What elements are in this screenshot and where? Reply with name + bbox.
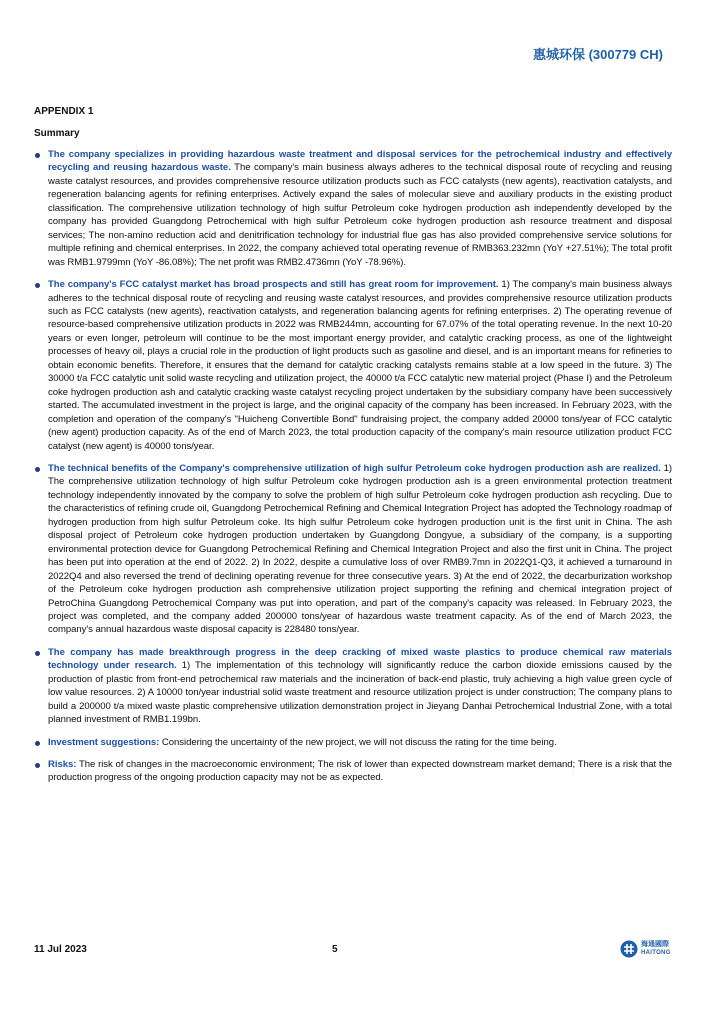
item-text: 1) The implementation of this technology will significantly reduce the carbon dioxide emissions caused by the production of plastic from front-end petrochemical raw materials and the incineration of back-end plastic, truly achieving a high value green cycle of low value resources. 2) A 10000 ton/year industrial solid waste treatment and resource utilization project is under construction; The company plans to build a 200000 t/a mixed waste plastic comprehensive utilization demonstration project in Jieyang Danhai Petrochemical Industrial Zone, with a total planned investment of RMB1.199bn. bbox=[48, 660, 672, 726]
bullet-icon bbox=[35, 763, 40, 768]
bullet-icon bbox=[35, 651, 40, 656]
item-text: Considering the uncertainty of the new project, we will not discuss the rating for the time being. bbox=[159, 736, 557, 748]
item-lead: The company has made breakthrough progress in the deep cracking of mixed waste plastics to produce chemical raw materials technology under research. bbox=[48, 646, 672, 672]
list-item bbox=[34, 278, 672, 453]
item-text: 1) The comprehensive utilization technology of high sulfur Petroleum coke hydrogen production ash is a green environmental protection treatment technology independently innovated by the company to solve the problem of high sulfur Petroleum coke hydrogen production ash recycling. Due to the characteristics of refining crude oil, Guangdong Petrochemical Refining and Chemical Integration Project has adopted the Technology roadmap of hydrogen production from high sulfur Petroleum coke. Its high sulfur Petroleum coke hydrogen production unit is the first unit in China. The ash disposal project of Petroleum coke hydrogen production undertaken by Guangdong Dongyue, a subsidiary of the company, is a supporting environmental protection device for Guangdong Petrochemical Refining and Chemical Integration Project and also the first unit in China. The project has been put into operation at the end of 2022. 2) In 2022, despite a cumulative loss of over RMB9.7mn in 2022Q1-Q3, it achieved a turnaround in 2022Q4 and also reversed the trend of declining operating revenue for three consecutive years. 3) At the end of 2022, the decarburization workshop of the Petroleum coke hydrogen production ash comprehensive utilization project supporting the refining and chemical integration project of PetroChina Guangdong Petrochemical Company was put into operation, and part of the company's capacity was released. In February 2023, the project was completed, and the company added 200000 tons/year of hazardous waste treatment capacity. As of the end of March 2023, the company's annual hazardous waste disposal capacity is 228480 tons/year. bbox=[48, 462, 672, 636]
item-lead: The technical benefits of the Company's comprehensive utilization of high sulfur Petroleum coke hydrogen production ash are realized. bbox=[48, 462, 661, 474]
item-lead: The company specializes in providing hazardous waste treatment and disposal services for the petrochemical industry and effectively recycling and reusing hazardous waste. bbox=[48, 149, 672, 174]
haitong-logo bbox=[620, 940, 671, 958]
list-item bbox=[34, 736, 672, 749]
item-text: The risk of changes in the macroeconomic environment; The risk of lower than expected downstream market demand; There is a risk that the production progress of the ongoing production capacity may not be as expected. bbox=[48, 759, 672, 784]
item-lead: The company's FCC catalyst market has broad prospects and still has great room for improvement. bbox=[48, 279, 499, 291]
list-item bbox=[34, 462, 672, 637]
summary-list bbox=[34, 148, 672, 794]
bullet-icon bbox=[35, 153, 40, 158]
logo-text-en: HAITONG bbox=[641, 950, 671, 956]
item-lead: Investment suggestions: bbox=[48, 736, 160, 748]
page-number: 5 bbox=[332, 944, 338, 955]
appendix-title: APPENDIX 1 bbox=[34, 106, 94, 117]
footer-date: 11 Jul 2023 bbox=[34, 944, 87, 955]
list-item bbox=[34, 646, 672, 727]
bullet-icon bbox=[35, 741, 40, 746]
report-header-company: 惠城环保 (300779 CH) bbox=[532, 47, 663, 62]
item-text: 1) The company's main business always adheres to the technical disposal route of recycling and reusing waste catalyst resources, and provides comprehensive resource utilization products such as FCC catalysts (new agents), reactivation catalysts, and regeneration balancing agents for refining enterprises. 2) The operating revenue of resource-based comprehensive utilization products in 2022 was RMB244mn, accounting for 67.07% of the total operating revenue. In the next 10-20 years or even longer, petroleum will continue to be the most important energy provider, and catalytic cracking process, as one of the lightweight processes of heavy oil, plays a crucial role in the production of light products such as gasoline and diesel, and is an important means for refineries to obtain economic benefits. Therefore, it ensures that the demand for catalytic cracking catalysts remains stable at a low speed in the future. 3) The 30000 t/a FCC catalytic unit solid waste recycling and utilization project, the 40000 t/a FCC catalytic new material project (Phase I) and the Petroleum coke hydrogen production ash and catalytic cracking waste catalyst recycling project undertaken by the subsidiary company have been successively started. The accumulated investment in the project is large, and the original capacity of the company has been increased. In February 2023, with the completion and operation of the company's "Huicheng Convertible Bond" fundraising project, the company added 20000 tons/year of FCC catalytic (new agent) production capacity. As of the end of March 2023, the total production capacity of the company's main resource utilization product FCC catalyst (new agent) is 40000 tons/year. bbox=[48, 279, 672, 452]
section-title: Summary bbox=[34, 128, 80, 139]
item-lead: Risks: bbox=[48, 759, 77, 771]
item-text: The company's main business always adheres to the technical disposal route of recycling and reusing waste catalyst resources, and provides comprehensive resource utilization products such as FCC catalysts (new agents), reactivation catalysts, and regeneration balancing agents for refining enterprises. Actively expand the sales of molecular sieve and auxiliary products in the existing product classification. The comprehensive utilization technology of high sulfur Petroleum coke hydrogen production ash independently developed by the company has provided Guangdong Petrochemical with high sulfur Petroleum coke hydrogen production ash resource treatment and disposal services; The non-amino reduction acid and denitrification technology for industrial flue gas has also provided comprehensive service solutions for multiple refining and chemical enterprises. In 2022, the company achieved total operating revenue of RMB363.232mn (YoY +27.51%); The total profit was RMB1.9799mn (YoY -86.08%); The net profit was RMB2.4736mn (YoY -78.96%). bbox=[48, 162, 672, 268]
haitong-emblem-icon bbox=[620, 940, 638, 958]
list-item bbox=[34, 758, 672, 785]
logo-text-cn: 海通國際 bbox=[641, 941, 669, 948]
bullet-icon bbox=[35, 283, 40, 288]
bullet-icon bbox=[35, 467, 40, 472]
list-item bbox=[34, 148, 672, 269]
